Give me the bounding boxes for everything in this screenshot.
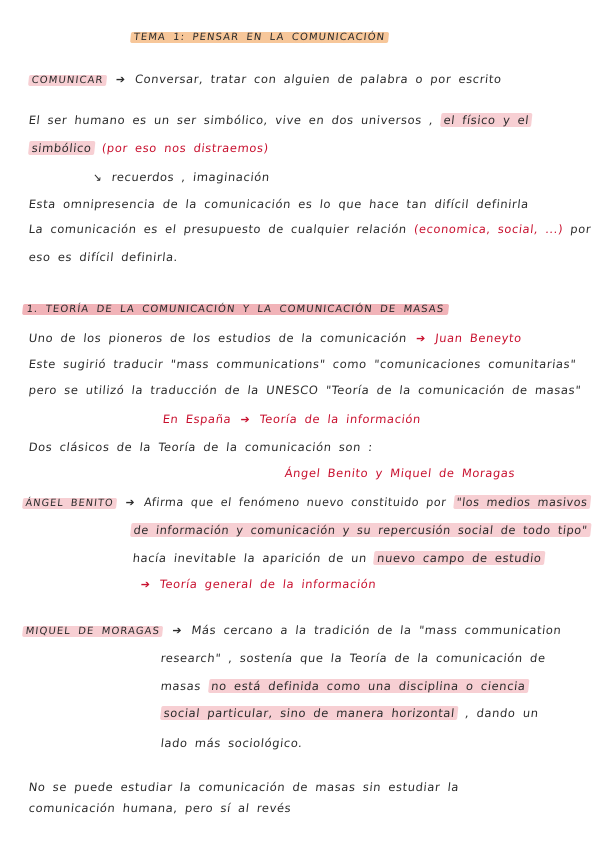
arrow-right-icon: ➔: [124, 496, 136, 509]
section-1-p2-text: Este sugirió traducir "mass communications" como "comunicaciones comunitarias": [28, 357, 577, 371]
benito-line-1: [22, 495, 591, 509]
section-1-heading-text: 1. TEORÍA DE LA COMUNICACIÓN Y LA COMUNICACIÓN DE MASAS: [22, 304, 449, 315]
arrow-right-icon: ➔: [415, 332, 427, 345]
benito-highlight-1: "los medios masivos: [453, 495, 591, 509]
moragas-line-2: [160, 651, 546, 665]
moragas-text-3: masas: [160, 679, 202, 693]
moragas-line-4: [160, 706, 539, 720]
moragas-text-2: research" , sostenía que la Teoría de la comunicación de: [160, 651, 547, 665]
benito-line-2: [130, 523, 591, 537]
moragas-tail-4: , dando un: [464, 706, 540, 720]
universos-highlight-1: el físico y el: [440, 113, 533, 127]
omnipresencia-line-3: [28, 250, 179, 264]
moragas-line-1: [22, 623, 562, 637]
arrow-right-icon: ➔: [140, 578, 152, 591]
arrow-right-icon: ➔: [239, 413, 252, 426]
section-1-p1: [28, 331, 523, 345]
comunicar-text: Conversar, tratar con alguien de palabra o por escrito: [134, 72, 503, 86]
omnipresencia-line-2: [28, 222, 592, 236]
conclusion-line-1: [28, 780, 460, 794]
omnipresencia-text-3: eso es difícil definirla.: [28, 250, 179, 264]
moragas-highlight-3: no está definida como una disciplina o ciencia: [208, 679, 530, 693]
universos-red-note: (por eso nos distraemos): [101, 141, 270, 155]
term-angel-benito: ÁNGEL BENITO: [22, 498, 117, 509]
section-1-p6: [284, 466, 516, 480]
benito-text-1: Afirma que el fenómeno nuevo constituido por: [143, 495, 448, 509]
moragas-line-5: [160, 736, 303, 750]
universos-text-3: recuerdos , imaginación: [111, 170, 271, 184]
term-miquel-moragas: MIQUEL DE MORAGAS: [22, 626, 164, 637]
omnipresencia-line-1: [28, 197, 530, 211]
section-1-p5-text: Dos clásicos de la Teoría de la comunicación son :: [28, 440, 374, 454]
section-1-p3-text: pero se utilizó la traducción de la UNESCO "Teoría de la comunicación de masas": [28, 383, 582, 397]
moragas-text-1: Más cercano a la tradición de la "mass communication: [190, 623, 563, 637]
benito-moragas: Ángel Benito y Miquel de Moragas: [284, 466, 516, 480]
section-1-p4: [162, 412, 422, 426]
section-1-p5: [28, 440, 373, 454]
omnipresencia-text-1: Esta omnipresencia de la comunicación es lo que hace tan difícil definirla: [28, 197, 530, 211]
moragas-line-3: [160, 679, 529, 693]
benito-highlight-2: de información y comunicación y su repercusión social de todo tipo": [130, 523, 591, 537]
teoria-general-informacion: Teoría general de la información: [159, 577, 378, 591]
universos-text-1: El ser humano es un ser simbólico, vive en dos universos ,: [28, 113, 435, 127]
en-espana: En España: [162, 412, 233, 426]
omnipresencia-tail: por: [569, 222, 592, 236]
omnipresencia-text-2: La comunicación es el presupuesto de cualquier relación: [28, 222, 408, 236]
benito-text-3: hacía inevitable la aparición de un: [132, 551, 368, 565]
conclusion-text-1: No se puede estudiar la comunicación de masas sin estudiar la: [28, 780, 460, 794]
term-comunicar: COMUNICAR: [28, 75, 107, 86]
teoria-informacion: Teoría de la información: [258, 412, 422, 426]
section-1-heading: [22, 304, 449, 315]
benito-line-4: [138, 577, 377, 591]
omnipresencia-red: (economica, social, ...): [413, 222, 564, 236]
conclusion-line-2: [28, 801, 292, 815]
section-1-p1-text: Uno de los pioneros de los estudios de la comunicación: [28, 331, 408, 345]
universos-line-1: [28, 113, 533, 127]
arrow-right-icon: ➔: [115, 73, 127, 86]
juan-beneyto: Juan Beneyto: [434, 331, 523, 345]
section-1-p3: [28, 383, 582, 397]
section-1-p2: [28, 357, 577, 371]
title-text: TEMA 1: PENSAR EN LA COMUNICACIÓN: [130, 32, 389, 43]
universos-line-3: [90, 170, 271, 184]
arrow-right-icon: ➔: [171, 624, 183, 637]
universos-highlight-2: simbólico: [28, 141, 95, 155]
conclusion-text-2: comunicación humana, pero sí al revés: [28, 801, 293, 815]
comunicar-definition: [28, 72, 502, 86]
moragas-highlight-4: social particular, sino de manera horizontal: [160, 706, 459, 720]
page-title: [130, 32, 389, 43]
arrow-down-right-icon: ↘: [92, 171, 104, 184]
benito-line-3: [132, 551, 545, 565]
moragas-text-5: lado más sociológico.: [160, 736, 304, 750]
universos-line-2: [28, 141, 270, 155]
benito-highlight-3: nuevo campo de estudio: [373, 551, 545, 565]
